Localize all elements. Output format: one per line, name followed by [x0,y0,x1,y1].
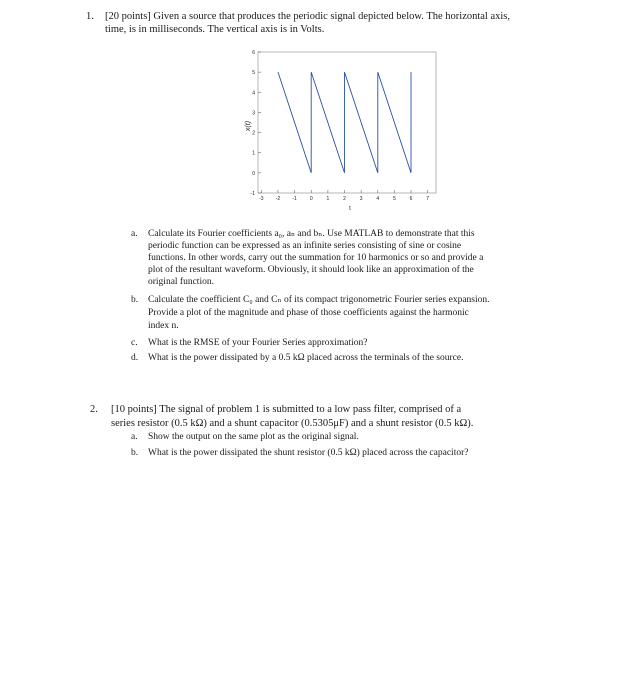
problem1-part-c-line: What is the RMSE of your Fourier Series approximation? [148,338,368,348]
y-tick-label: 5 [252,70,255,77]
problem1-part-b-line: Provide a plot of the magnitude and phase of those coefficients against the harmonic [148,308,469,318]
problem1-part-a-line: functions. In other words, carry out the summation for 10 harmonics or so and provide a [148,253,484,263]
x-tick-label: 1 [326,196,330,202]
problem2-text-line: series resistor (0.5 kΩ) and a shunt capacitor (0.5305μF) and a shunt resistor (0.5 kΩ). [111,418,474,429]
y-tick-label: 2 [252,130,255,137]
problem2-part-a-label: a. [131,432,138,442]
problem1-part-a-line: original function. [148,277,214,287]
problem2-text-line: [10 points] The signal of problem 1 is submitted to a low pass filter, comprised of a [111,404,462,415]
problem2-number: 2. [90,404,98,415]
problem1-part-b-line: index n. [148,321,179,331]
x-tick-label: 4 [376,196,380,202]
y-tick-label: 4 [252,90,255,97]
problem1-part-c-label: c. [131,338,138,348]
x-tick-label: -3 [259,196,264,202]
y-tick-label: 6 [252,50,255,56]
problem1-part-b-line: Calculate the coefficient C₀ and Cₙ of its compact trigonometric Fourier series expansion. [148,295,490,305]
problem2-part-b-line: What is the power dissipated the shunt resistor (0.5 kΩ) placed across the capacitor? [148,448,469,458]
problem1-part-a-line: periodic function can be expressed as an infinite series consisting of sine or cosine [148,241,462,251]
x-tick-label: 6 [409,196,413,202]
y-tick-label: 0 [252,170,255,177]
x-tick-label: 5 [393,196,396,202]
plot-area [251,50,436,202]
x-tick-label: 3 [359,196,363,202]
x-tick-label: 0 [309,196,313,202]
problem1-text-line: [20 points] Given a source that produces the periodic signal depicted below. The horizontal axis, [105,11,511,22]
y-tick-label: 1 [252,150,255,157]
problem2-part-b-label: b. [131,448,139,458]
problem1-part-b-label: b. [131,295,139,305]
y-tick-label: 3 [252,110,255,117]
x-tick-label: 7 [426,196,430,202]
problem1-part-a-label: a. [131,229,138,239]
x-tick-label: 2 [343,196,346,202]
problem2-part-a-line: Show the output on the same plot as the original signal. [148,432,359,442]
problem1-text-line: time, is in milliseconds. The vertical axis is in Volts. [105,24,325,35]
problem1-part-a-line: Calculate its Fourier coefficients a₀, aₙ and bₙ. Use MATLAB to demonstrate that this [148,229,475,239]
problem1-part-d-label: d. [131,353,139,363]
y-tick-label: -1 [250,191,255,197]
series-line [278,72,411,173]
x-axis-label: t [349,206,351,212]
x-tick-label: -2 [275,196,281,202]
x-tick-label: -1 [292,196,297,202]
problem1-part-d-line: What is the power dissipated by a 0.5 kΩ placed across the terminals of the source. [148,353,464,363]
y-axis-label: x(t) [245,120,252,132]
problem1-number: 1. [86,11,94,22]
plot-frame [258,52,436,193]
problem1-part-a-line: plot of the resultant waveform. Obviously, it should look like an approximation of the [148,265,474,275]
